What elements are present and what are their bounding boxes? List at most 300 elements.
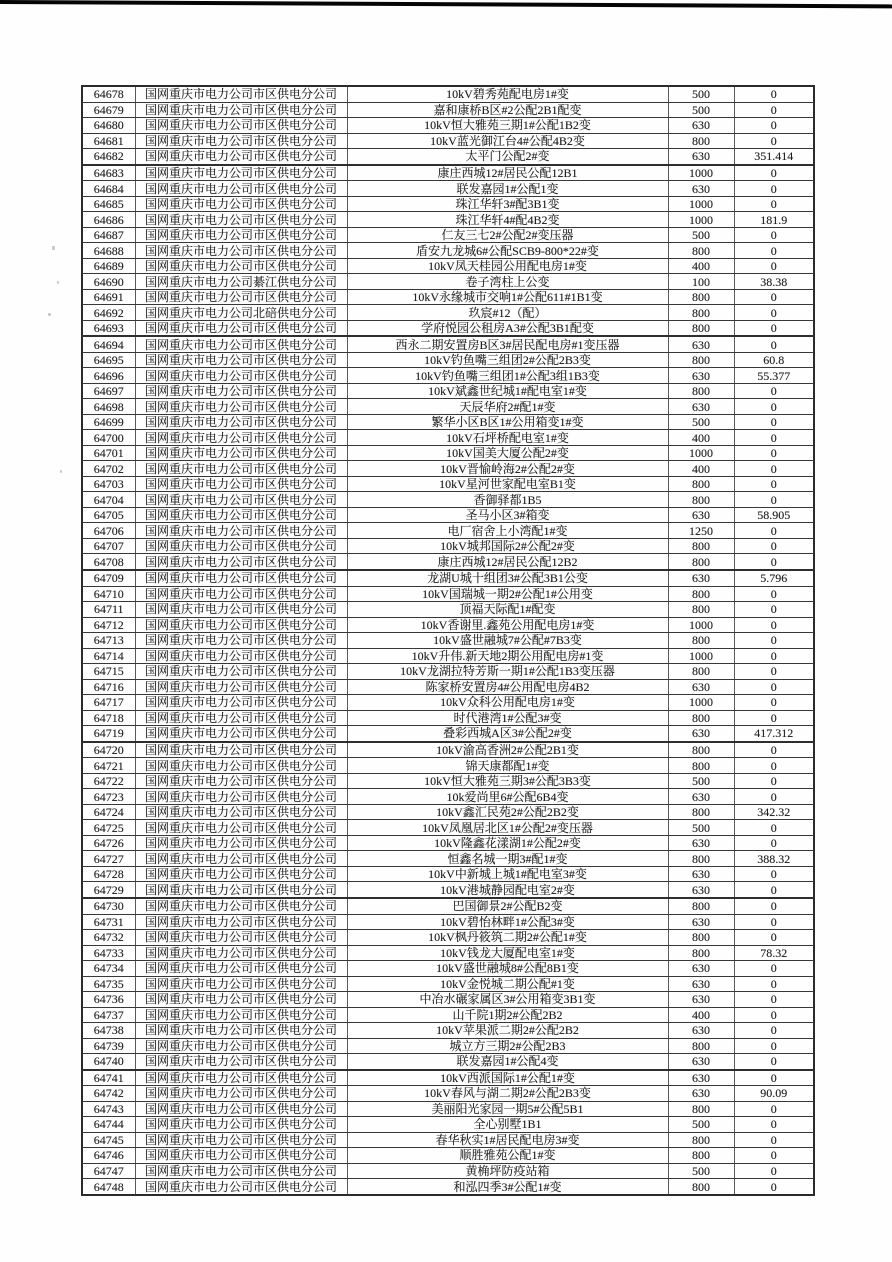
company-cell: 国网重庆市电力公司市区供电分公司	[135, 789, 347, 805]
row-id-cell: 64708	[82, 554, 135, 570]
company-cell: 国网重庆市电力公司市区供电分公司	[135, 1023, 347, 1039]
table-row	[82, 648, 814, 664]
value-cell: 342.32	[734, 804, 814, 820]
capacity-cell: 500	[668, 86, 734, 102]
station-name-cell: 10kV国美大厦公配2#变	[347, 445, 668, 461]
table-row	[82, 476, 814, 492]
company-cell: 国网重庆市电力公司市区供电分公司	[135, 992, 347, 1008]
row-id-cell: 64747	[82, 1163, 135, 1179]
value-cell: 0	[734, 758, 814, 774]
station-name-cell: 联发嘉园1#公配1变	[347, 181, 668, 197]
value-cell: 58.905	[734, 507, 814, 523]
value-cell: 0	[734, 773, 814, 789]
table-row	[82, 992, 814, 1008]
value-cell: 0	[734, 445, 814, 461]
table-row	[82, 227, 814, 243]
company-cell: 国网重庆市电力公司市区供电分公司	[135, 414, 347, 430]
row-id-cell: 64706	[82, 523, 135, 539]
company-cell: 国网重庆市电力公司市区供电分公司	[135, 570, 347, 586]
value-cell: 0	[734, 538, 814, 554]
capacity-cell: 630	[668, 118, 734, 134]
row-id-cell: 64705	[82, 507, 135, 523]
row-id-cell: 64702	[82, 461, 135, 477]
value-cell: 0	[734, 882, 814, 898]
company-cell: 国网重庆市电力公司市区供电分公司	[135, 633, 347, 649]
capacity-cell: 500	[668, 1117, 734, 1133]
table-row	[82, 445, 814, 461]
value-cell: 0	[734, 835, 814, 851]
company-cell: 国网重庆市电力公司市区供电分公司	[135, 742, 347, 758]
station-name-cell: 卷子湾柱上公变	[347, 274, 668, 290]
value-cell: 0	[734, 492, 814, 508]
table-row	[82, 196, 814, 212]
capacity-cell: 400	[668, 258, 734, 274]
table-row	[82, 1038, 814, 1054]
table-row	[82, 602, 814, 618]
capacity-cell: 630	[668, 1070, 734, 1086]
table-row	[82, 133, 814, 149]
company-cell: 国网重庆市电力公司市区供电分公司	[135, 710, 347, 726]
table-row	[82, 289, 814, 305]
company-cell: 国网重庆市电力公司市区供电分公司	[135, 1179, 347, 1195]
station-name-cell: 10kV城邦国际2#公配2#变	[347, 538, 668, 554]
table-row	[82, 695, 814, 711]
capacity-cell: 100	[668, 274, 734, 290]
table-row	[82, 258, 814, 274]
value-cell: 0	[734, 1117, 814, 1133]
value-cell: 0	[734, 258, 814, 274]
row-id-cell: 64725	[82, 820, 135, 836]
station-name-cell: 圣马小区3#箱变	[347, 507, 668, 523]
station-name-cell: 黄桷坪防疫站箱	[347, 1163, 668, 1179]
table-row	[82, 118, 814, 134]
row-id-cell: 64726	[82, 835, 135, 851]
station-name-cell: 10kV斌鑫世纪城1#配电室1#变	[347, 383, 668, 399]
table-row	[82, 570, 814, 586]
station-name-cell: 天辰华府2#配1#变	[347, 399, 668, 415]
capacity-cell: 630	[668, 336, 734, 352]
company-cell: 国网重庆市电力公司市区供电分公司	[135, 445, 347, 461]
station-name-cell: 盾安九龙城6#公配SCB9-800*22#变	[347, 243, 668, 259]
row-id-cell: 64736	[82, 992, 135, 1008]
station-name-cell: 全心别墅1B1	[347, 1117, 668, 1133]
station-name-cell: 10kV凤天桂园公用配电房1#变	[347, 258, 668, 274]
value-cell: 0	[734, 1070, 814, 1086]
row-id-cell: 64727	[82, 851, 135, 867]
table-row	[82, 1117, 814, 1133]
capacity-cell: 800	[668, 1101, 734, 1117]
station-name-cell: 10kV众科公用配电房1#变	[347, 695, 668, 711]
table-row	[82, 430, 814, 446]
table-row	[82, 633, 814, 649]
value-cell: 388.32	[734, 851, 814, 867]
capacity-cell: 800	[668, 320, 734, 336]
station-name-cell: 10kV春风与湖二期2#公配2B3变	[347, 1086, 668, 1102]
row-id-cell: 64724	[82, 804, 135, 820]
table-row	[82, 726, 814, 742]
value-cell: 0	[734, 320, 814, 336]
capacity-cell: 800	[668, 492, 734, 508]
value-cell: 0	[734, 196, 814, 212]
value-cell: 0	[734, 1101, 814, 1117]
station-name-cell: 10kV香谢里.鑫苑公用配电房1#变	[347, 617, 668, 633]
capacity-cell: 1000	[668, 695, 734, 711]
row-id-cell: 64695	[82, 352, 135, 368]
company-cell: 国网重庆市电力公司市区供电分公司	[135, 586, 347, 602]
capacity-cell: 800	[668, 851, 734, 867]
value-cell: 181.9	[734, 212, 814, 228]
value-cell: 351.414	[734, 149, 814, 165]
station-name-cell: 10kV石坪桥配电室1#变	[347, 430, 668, 446]
station-name-cell: 10kV金悦城二期公配#1变	[347, 976, 668, 992]
table-row	[82, 212, 814, 228]
station-name-cell: 锦天康都配1#变	[347, 758, 668, 774]
value-cell: 0	[734, 165, 814, 181]
company-cell: 国网重庆市电力公司市区供电分公司	[135, 648, 347, 664]
row-id-cell: 64697	[82, 383, 135, 399]
capacity-cell: 500	[668, 102, 734, 118]
row-id-cell: 64700	[82, 430, 135, 446]
scan-edge-line	[0, 0, 892, 8]
company-cell: 国网重庆市电力公司市区供电分公司	[135, 1054, 347, 1070]
company-cell: 国网重庆市电力公司市区供电分公司	[135, 804, 347, 820]
company-cell: 国网重庆市电力公司市区供电分公司	[135, 476, 347, 492]
company-cell: 国网重庆市电力公司市区供电分公司	[135, 133, 347, 149]
capacity-cell: 500	[668, 773, 734, 789]
capacity-cell: 800	[668, 289, 734, 305]
value-cell: 0	[734, 820, 814, 836]
row-id-cell: 64718	[82, 710, 135, 726]
row-id-cell: 64692	[82, 305, 135, 321]
value-cell: 0	[734, 710, 814, 726]
capacity-cell: 1000	[668, 212, 734, 228]
station-name-cell: 10kV中新城上城1#配电室3#变	[347, 866, 668, 882]
station-name-cell: 10kV隆鑫花漾湖1#公配2#变	[347, 835, 668, 851]
capacity-cell: 630	[668, 149, 734, 165]
row-id-cell: 64713	[82, 633, 135, 649]
row-id-cell: 64737	[82, 1007, 135, 1023]
table-row	[82, 181, 814, 197]
table-row	[82, 664, 814, 680]
row-id-cell: 64741	[82, 1070, 135, 1086]
value-cell: 0	[734, 1007, 814, 1023]
station-name-cell: 康庄西城12#居民公配12B2	[347, 554, 668, 570]
table-row	[82, 243, 814, 259]
row-id-cell: 64716	[82, 679, 135, 695]
value-cell: 0	[734, 86, 814, 102]
capacity-cell: 630	[668, 835, 734, 851]
capacity-cell: 500	[668, 1163, 734, 1179]
station-name-cell: 10kV盛世融城8#公配8B1变	[347, 961, 668, 977]
capacity-cell: 800	[668, 133, 734, 149]
capacity-cell: 800	[668, 1038, 734, 1054]
value-cell: 0	[734, 414, 814, 430]
value-cell: 0	[734, 554, 814, 570]
company-cell: 国网重庆市电力公司市区供电分公司	[135, 976, 347, 992]
company-cell: 国网重庆市电力公司市区供电分公司	[135, 352, 347, 368]
company-cell: 国网重庆市电力公司市区供电分公司	[135, 930, 347, 946]
station-name-cell: 康庄西城12#居民公配12B1	[347, 165, 668, 181]
station-name-cell: 香御驿都1B5	[347, 492, 668, 508]
value-cell: 0	[734, 289, 814, 305]
value-cell: 0	[734, 305, 814, 321]
row-id-cell: 64687	[82, 227, 135, 243]
company-cell: 国网重庆市电力公司市区供电分公司	[135, 149, 347, 165]
company-cell: 国网重庆市电力公司市区供电分公司	[135, 961, 347, 977]
capacity-cell: 630	[668, 1086, 734, 1102]
row-id-cell: 64746	[82, 1148, 135, 1164]
row-id-cell: 64701	[82, 445, 135, 461]
row-id-cell: 64715	[82, 664, 135, 680]
capacity-cell: 800	[668, 710, 734, 726]
value-cell: 0	[734, 118, 814, 134]
company-cell: 国网重庆市电力公司市区供电分公司	[135, 617, 347, 633]
value-cell: 0	[734, 633, 814, 649]
company-cell: 国网重庆市电力公司北碚供电分公司	[135, 305, 347, 321]
capacity-cell: 630	[668, 181, 734, 197]
row-id-cell: 64703	[82, 476, 135, 492]
company-cell: 国网重庆市电力公司市区供电分公司	[135, 773, 347, 789]
company-cell: 国网重庆市电力公司市区供电分公司	[135, 1163, 347, 1179]
company-cell: 国网重庆市电力公司市区供电分公司	[135, 1117, 347, 1133]
capacity-cell: 400	[668, 461, 734, 477]
station-name-cell: 时代港湾1#公配3#变	[347, 710, 668, 726]
company-cell: 国网重庆市电力公司市区供电分公司	[135, 243, 347, 259]
row-id-cell: 64704	[82, 492, 135, 508]
capacity-cell: 800	[668, 1179, 734, 1195]
value-cell: 0	[734, 523, 814, 539]
capacity-cell: 500	[668, 820, 734, 836]
table-row	[82, 492, 814, 508]
station-name-cell: 城立方三期2#公配2B3	[347, 1038, 668, 1054]
station-name-cell: 顶福天际配1#配变	[347, 602, 668, 618]
table-row	[82, 1086, 814, 1102]
company-cell: 国网重庆市电力公司市区供电分公司	[135, 492, 347, 508]
value-cell: 0	[734, 992, 814, 1008]
capacity-cell: 800	[668, 305, 734, 321]
table-row	[82, 804, 814, 820]
company-cell: 国网重庆市电力公司市区供电分公司	[135, 1007, 347, 1023]
station-name-cell: 嘉和康桥B区#2公配2B1配变	[347, 102, 668, 118]
value-cell: 0	[734, 243, 814, 259]
capacity-cell: 630	[668, 726, 734, 742]
row-id-cell: 64740	[82, 1054, 135, 1070]
value-cell: 0	[734, 602, 814, 618]
value-cell: 0	[734, 476, 814, 492]
table-row	[82, 102, 814, 118]
scan-speck	[57, 281, 59, 284]
table-row	[82, 336, 814, 352]
table-row	[82, 1023, 814, 1039]
value-cell: 0	[734, 664, 814, 680]
row-id-cell: 64732	[82, 930, 135, 946]
station-name-cell: 玖宸#12（配）	[347, 305, 668, 321]
company-cell: 国网重庆市电力公司市区供电分公司	[135, 898, 347, 914]
capacity-cell: 1000	[668, 617, 734, 633]
row-id-cell: 64699	[82, 414, 135, 430]
company-cell: 国网重庆市电力公司市区供电分公司	[135, 820, 347, 836]
table-row	[82, 352, 814, 368]
table-row	[82, 399, 814, 415]
company-cell: 国网重庆市电力公司市区供电分公司	[135, 914, 347, 930]
table-row	[82, 1007, 814, 1023]
capacity-cell: 630	[668, 882, 734, 898]
table-row	[82, 851, 814, 867]
table-row	[82, 165, 814, 181]
capacity-cell: 630	[668, 992, 734, 1008]
station-name-cell: 叠彩西城A区3#公配2#变	[347, 726, 668, 742]
capacity-cell: 500	[668, 227, 734, 243]
station-name-cell: 10kV鑫汇民苑2#公配2B2变	[347, 804, 668, 820]
value-cell: 0	[734, 461, 814, 477]
station-name-cell: 10k爱尚里6#公配6B4变	[347, 789, 668, 805]
table-row	[82, 554, 814, 570]
value-cell: 0	[734, 430, 814, 446]
table-row	[82, 773, 814, 789]
table-row	[82, 1148, 814, 1164]
value-cell: 0	[734, 383, 814, 399]
value-cell: 0	[734, 866, 814, 882]
row-id-cell: 64710	[82, 586, 135, 602]
row-id-cell: 64721	[82, 758, 135, 774]
station-name-cell: 10kV钓鱼嘴三组团2#公配2B3变	[347, 352, 668, 368]
company-cell: 国网重庆市电力公司市区供电分公司	[135, 695, 347, 711]
station-name-cell: 10kV碧秀苑配电房1#变	[347, 86, 668, 102]
row-id-cell: 64729	[82, 882, 135, 898]
capacity-cell: 800	[668, 476, 734, 492]
station-name-cell: 山千院1期2#公配2B2	[347, 1007, 668, 1023]
row-id-cell: 64693	[82, 320, 135, 336]
company-cell: 国网重庆市电力公司市区供电分公司	[135, 1101, 347, 1117]
station-name-cell: 10kV恒大雅苑三期1#公配1B2变	[347, 118, 668, 134]
station-name-cell: 10kV凤凰居北区1#公配2#变压器	[347, 820, 668, 836]
company-cell: 国网重庆市电力公司市区供电分公司	[135, 102, 347, 118]
company-cell: 国网重庆市电力公司市区供电分公司	[135, 181, 347, 197]
row-id-cell: 64723	[82, 789, 135, 805]
station-name-cell: 10kV蓝光御江台4#公配4B2变	[347, 133, 668, 149]
station-name-cell: 龙湖U城十组团3#公配3B1公变	[347, 570, 668, 586]
station-name-cell: 珠江华轩4#配4B2变	[347, 212, 668, 228]
company-cell: 国网重庆市电力公司市区供电分公司	[135, 118, 347, 134]
station-name-cell: 10kV盛世融城7#公配#7B3变	[347, 633, 668, 649]
row-id-cell: 64748	[82, 1179, 135, 1195]
table-row	[82, 1101, 814, 1117]
value-cell: 5.796	[734, 570, 814, 586]
table-row	[82, 742, 814, 758]
row-id-cell: 64734	[82, 961, 135, 977]
row-id-cell: 64719	[82, 726, 135, 742]
row-id-cell: 64720	[82, 742, 135, 758]
value-cell: 0	[734, 227, 814, 243]
station-name-cell: 10kV星河世家配电室B1变	[347, 476, 668, 492]
capacity-cell: 800	[668, 930, 734, 946]
value-cell: 60.8	[734, 352, 814, 368]
company-cell: 国网重庆市电力公司市区供电分公司	[135, 227, 347, 243]
row-id-cell: 64739	[82, 1038, 135, 1054]
capacity-cell: 400	[668, 1007, 734, 1023]
row-id-cell: 64709	[82, 570, 135, 586]
row-id-cell: 64691	[82, 289, 135, 305]
capacity-cell: 800	[668, 633, 734, 649]
row-id-cell: 64686	[82, 212, 135, 228]
row-id-cell: 64731	[82, 914, 135, 930]
capacity-cell: 1000	[668, 445, 734, 461]
capacity-cell: 630	[668, 1023, 734, 1039]
row-id-cell: 64722	[82, 773, 135, 789]
company-cell: 国网重庆市电力公司市区供电分公司	[135, 1148, 347, 1164]
capacity-cell: 630	[668, 914, 734, 930]
capacity-cell: 630	[668, 976, 734, 992]
row-id-cell: 64685	[82, 196, 135, 212]
station-name-cell: 仁友三七2#公配2#变压器	[347, 227, 668, 243]
table-row	[82, 820, 814, 836]
table-row	[82, 945, 814, 961]
capacity-cell: 630	[668, 961, 734, 977]
row-id-cell: 64690	[82, 274, 135, 290]
row-id-cell: 64711	[82, 602, 135, 618]
table-row	[82, 1070, 814, 1086]
table-row	[82, 1163, 814, 1179]
value-cell: 0	[734, 1023, 814, 1039]
capacity-cell: 800	[668, 383, 734, 399]
capacity-cell: 800	[668, 1132, 734, 1148]
station-name-cell: 10kV升伟.新天地2期公用配电房#1变	[347, 648, 668, 664]
capacity-cell: 630	[668, 399, 734, 415]
value-cell: 0	[734, 1054, 814, 1070]
row-id-cell: 64683	[82, 165, 135, 181]
company-cell: 国网重庆市电力公司市区供电分公司	[135, 602, 347, 618]
row-id-cell: 64678	[82, 86, 135, 102]
row-id-cell: 64707	[82, 538, 135, 554]
company-cell: 国网重庆市电力公司市区供电分公司	[135, 851, 347, 867]
station-name-cell: 10kV晋愉岭海2#公配2#变	[347, 461, 668, 477]
row-id-cell: 64689	[82, 258, 135, 274]
value-cell: 0	[734, 914, 814, 930]
station-name-cell: 恒鑫名城一期3#配1#变	[347, 851, 668, 867]
station-name-cell: 繁华小区B区1#公用箱变1#变	[347, 414, 668, 430]
row-id-cell: 64745	[82, 1132, 135, 1148]
capacity-cell: 800	[668, 664, 734, 680]
table-row	[82, 882, 814, 898]
station-name-cell: 10kV恒大雅苑三期3#公配3B3变	[347, 773, 668, 789]
company-cell: 国网重庆市电力公司市区供电分公司	[135, 866, 347, 882]
value-cell: 0	[734, 961, 814, 977]
company-cell: 国网重庆市电力公司市区供电分公司	[135, 507, 347, 523]
station-name-cell: 电厂宿舍上小湾配1#变	[347, 523, 668, 539]
capacity-cell: 800	[668, 602, 734, 618]
table-row	[82, 710, 814, 726]
value-cell: 0	[734, 133, 814, 149]
company-cell: 国网重庆市电力公司市区供电分公司	[135, 554, 347, 570]
company-cell: 国网重庆市电力公司市区供电分公司	[135, 86, 347, 102]
capacity-cell: 400	[668, 430, 734, 446]
capacity-cell: 800	[668, 538, 734, 554]
capacity-cell: 800	[668, 758, 734, 774]
power-distribution-table	[81, 85, 815, 1196]
scan-speck	[52, 246, 55, 250]
table-row	[82, 383, 814, 399]
station-name-cell: 西永二期安置房B区3#居民配电房#1变压器	[347, 336, 668, 352]
value-cell: 0	[734, 336, 814, 352]
capacity-cell: 800	[668, 554, 734, 570]
company-cell: 国网重庆市电力公司市区供电分公司	[135, 945, 347, 961]
table-row	[82, 835, 814, 851]
table-row	[82, 586, 814, 602]
company-cell: 国网重庆市电力公司市区供电分公司	[135, 523, 347, 539]
station-name-cell: 10kV港城静园配电室2#变	[347, 882, 668, 898]
table-row	[82, 1054, 814, 1070]
capacity-cell: 630	[668, 789, 734, 805]
